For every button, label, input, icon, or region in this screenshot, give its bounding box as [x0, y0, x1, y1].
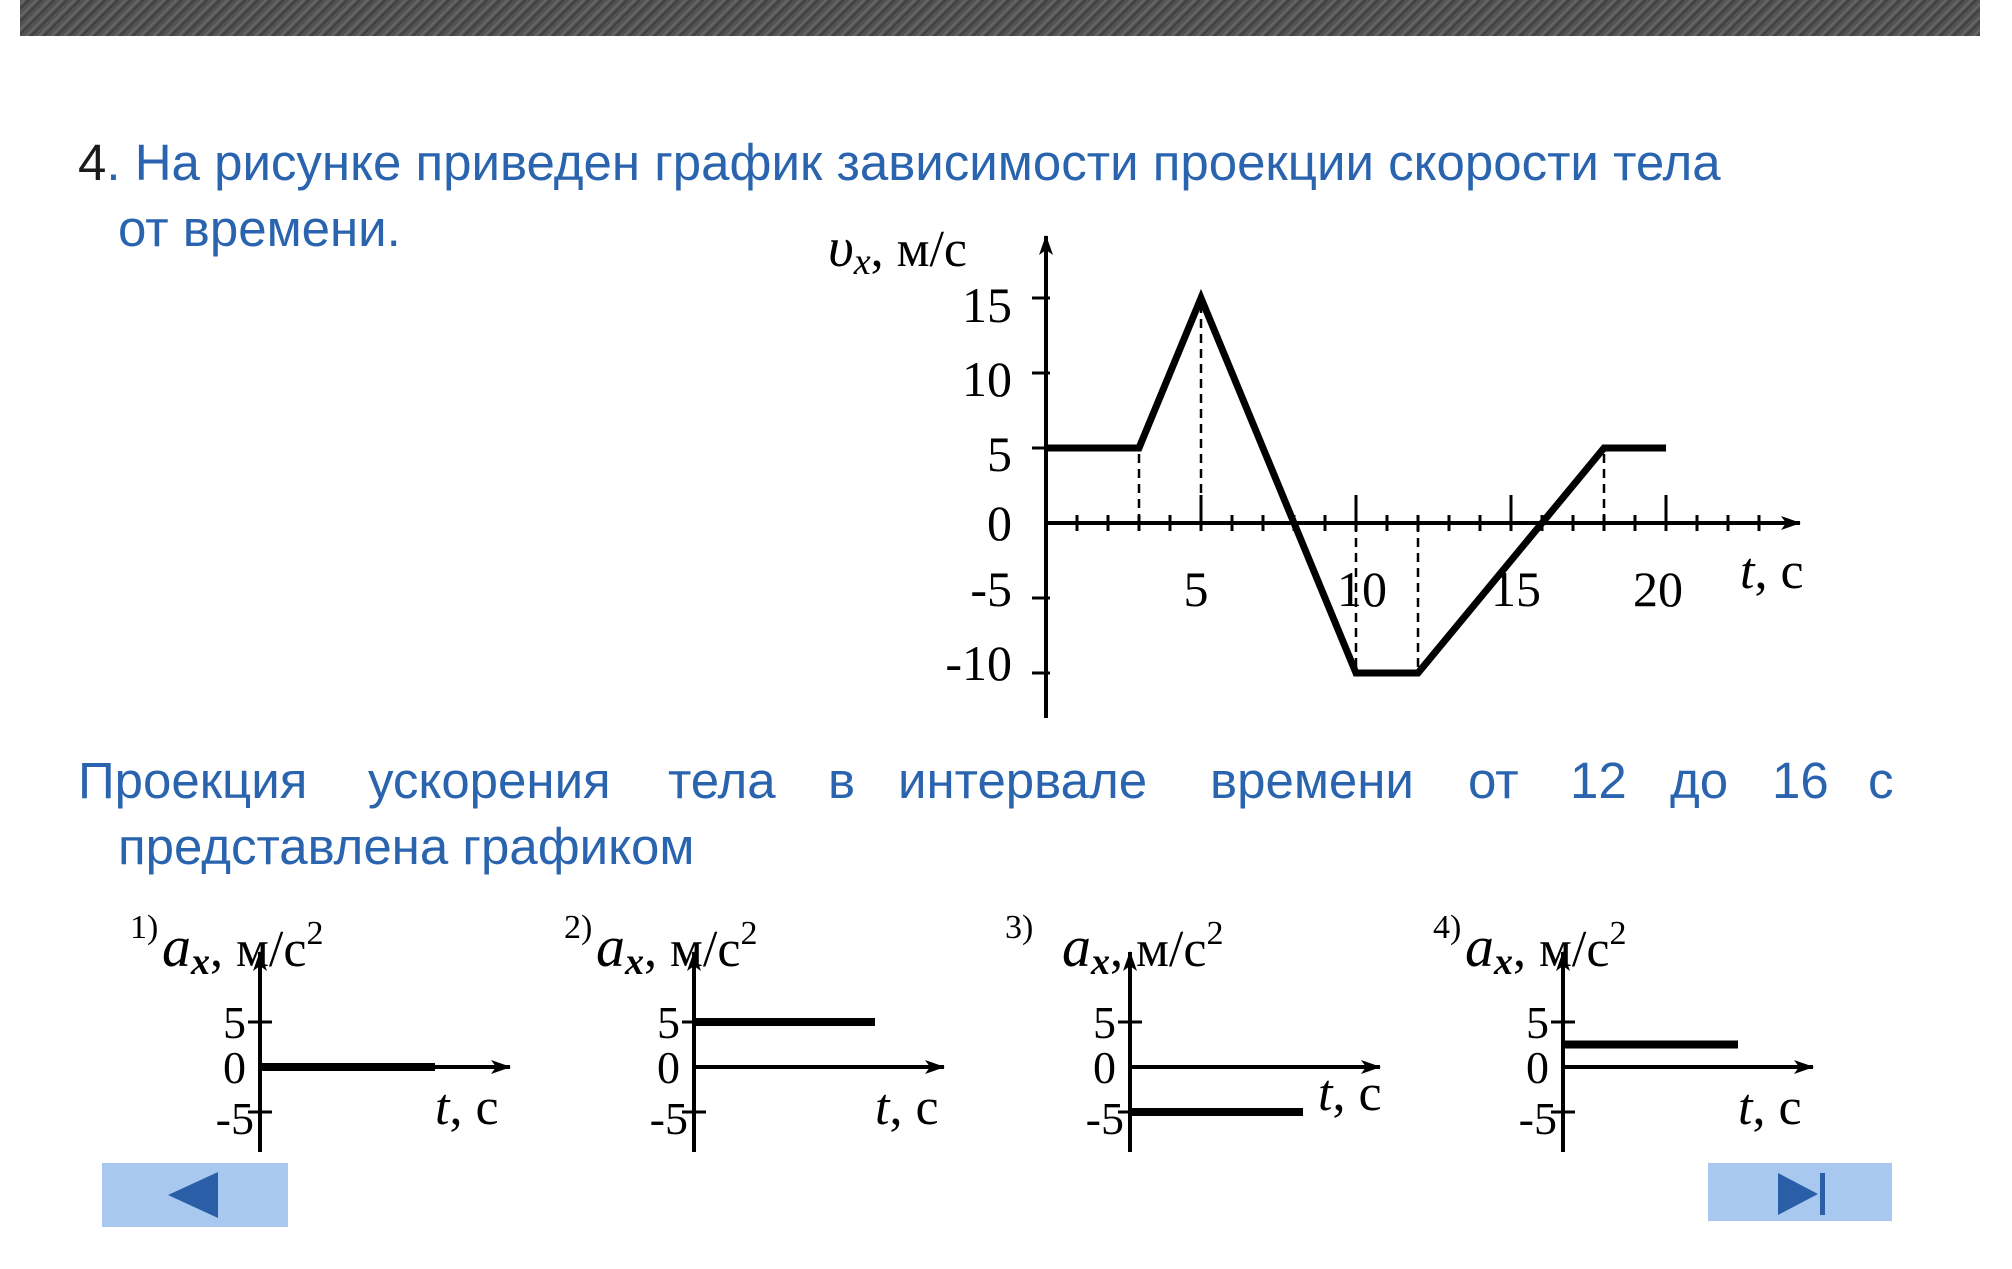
prompt-word: от	[1468, 752, 1519, 809]
option-y-title	[162, 914, 323, 983]
option-y-sup: 2	[740, 915, 758, 952]
option-x-unit: , с	[1332, 1065, 1382, 1122]
option-x-var: t	[435, 1079, 450, 1136]
y-axis-var: υ	[828, 217, 854, 279]
option-y-unit: , м/с	[1513, 921, 1610, 978]
option-x-unit: , с	[1752, 1079, 1802, 1136]
y-tick-label: 10	[962, 351, 1012, 407]
option-chart-2[interactable]	[564, 909, 944, 1152]
answer-options	[130, 909, 1813, 1152]
prompt-word: в	[828, 752, 856, 809]
question-line1: . На рисунке приведен график зависимости проекции скорости тела	[106, 134, 1721, 191]
option-y-sub: x	[191, 941, 210, 983]
option-y-var: a	[1465, 914, 1494, 979]
option-tick-label: -5	[215, 1093, 254, 1144]
option-tick-label: -5	[1518, 1093, 1557, 1144]
x-axis-var: t	[1740, 543, 1755, 600]
option-x-title	[435, 1079, 499, 1136]
option-y-sub: x	[625, 941, 644, 983]
y-tick-label: -5	[970, 561, 1012, 617]
option-tick-label: 5	[657, 997, 680, 1048]
prompt-word: времени	[1210, 752, 1414, 809]
option-tick-label: -5	[649, 1093, 688, 1144]
option-number: 4)	[1433, 909, 1462, 946]
option-y-title	[1062, 914, 1223, 983]
prompt-word: ускорения	[368, 752, 611, 809]
y-tick-label: -10	[945, 635, 1012, 691]
option-chart-4[interactable]	[1433, 909, 1813, 1152]
option-x-var: t	[1738, 1079, 1753, 1136]
option-y-title	[1465, 914, 1626, 983]
option-chart-3[interactable]	[1005, 909, 1382, 1152]
option-x-title	[1318, 1065, 1382, 1122]
option-x-var: t	[1318, 1065, 1333, 1122]
option-x-unit: , с	[889, 1079, 939, 1136]
option-y-sup: 2	[1609, 915, 1627, 952]
option-tick-label: 0	[1526, 1042, 1549, 1093]
option-y-unit: , м/с	[644, 921, 741, 978]
option-y-sub: x	[1494, 941, 1513, 983]
option-tick-label: 5	[223, 997, 246, 1048]
x-tick-label: 20	[1633, 561, 1683, 617]
velocity-chart	[828, 217, 1804, 718]
x-tick-label: 5	[1183, 561, 1209, 617]
x-tick-labels	[1184, 561, 1684, 617]
option-y-var: a	[1062, 914, 1091, 979]
option-tick-label: 5	[1093, 997, 1116, 1048]
y-axis-title	[828, 217, 967, 283]
option-chart-1[interactable]	[130, 909, 510, 1152]
option-x-var: t	[875, 1079, 890, 1136]
x-axis-unit: , с	[1754, 543, 1804, 600]
option-number: 1)	[130, 909, 159, 946]
y-tick-labels	[945, 277, 1012, 691]
prompt-word: до	[1670, 752, 1729, 809]
y-tick-label: 5	[987, 426, 1012, 482]
prompt-word: 12	[1570, 752, 1627, 809]
option-y-sub: x	[1091, 941, 1110, 983]
question-text-line1	[78, 134, 1721, 191]
y-axis-unit: , м/с	[870, 221, 968, 278]
option-y-title	[596, 914, 757, 983]
option-y-sup: 2	[306, 915, 324, 952]
x-tick-label: 15	[1491, 561, 1541, 617]
prompt-line1	[78, 752, 1894, 809]
option-tick-label: 5	[1526, 997, 1549, 1048]
option-tick-label: 0	[657, 1042, 680, 1093]
question-line2: от времени.	[118, 200, 401, 257]
y-tick-label: 0	[987, 495, 1012, 551]
option-x-title	[875, 1079, 939, 1136]
option-number: 2)	[564, 909, 593, 946]
option-tick-label: 0	[223, 1042, 246, 1093]
prompt-word: 16	[1772, 752, 1829, 809]
option-number: 3)	[1005, 909, 1034, 946]
y-tick-label: 15	[962, 277, 1012, 333]
option-y-var: a	[162, 914, 191, 979]
back-button[interactable]	[102, 1163, 288, 1227]
option-x-unit: , с	[449, 1079, 499, 1136]
option-y-var: a	[596, 914, 625, 979]
x-axis-title	[1740, 543, 1804, 600]
prompt-word: тела	[668, 752, 776, 809]
x-tick-label: 10	[1337, 561, 1387, 617]
forward-button[interactable]	[1708, 1163, 1892, 1221]
prompt-word: интервале	[898, 752, 1148, 809]
option-x-title	[1738, 1079, 1802, 1136]
y-axis-sub: x	[853, 241, 871, 283]
prompt-word: с	[1868, 752, 1894, 809]
option-y-unit: , м/с	[210, 921, 307, 978]
option-tick-label: 0	[1093, 1042, 1116, 1093]
option-y-sup: 2	[1206, 915, 1224, 952]
question-number: 4	[78, 134, 107, 191]
option-tick-label: -5	[1085, 1093, 1124, 1144]
prompt-word: Проекция	[78, 752, 308, 809]
prompt-line2: представлена графиком	[118, 818, 695, 875]
option-y-unit: , м/с	[1110, 921, 1207, 978]
